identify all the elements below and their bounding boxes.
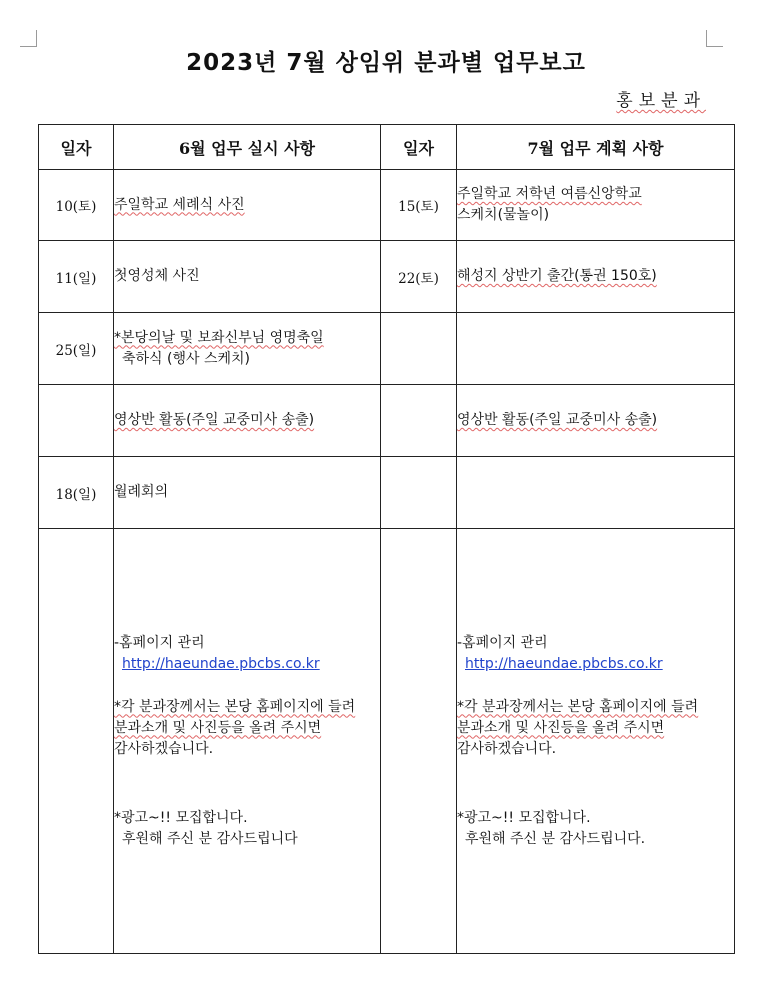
- row-july-item: [457, 241, 735, 313]
- row-date-left: 25(일): [39, 313, 114, 385]
- july-item-line2: 스케치(물놀이): [457, 207, 550, 223]
- june-item-text: 월례회의: [114, 484, 169, 500]
- homepage-label-left: -홈페이지 관리: [114, 634, 205, 651]
- row-date-right: 15(토): [381, 170, 457, 241]
- row-june-item: [114, 313, 381, 385]
- june-item-line2: 축하식 (행사 스케치): [122, 350, 251, 367]
- department-name: 홍보분과: [616, 91, 706, 111]
- row-july-item: [457, 313, 735, 385]
- notice-block-right: [457, 697, 734, 760]
- header-date-right: 일자: [381, 125, 457, 170]
- july-item-line1: 해성지 상반기 출간(통권 150호): [457, 268, 657, 284]
- june-item-text: 주일학교 세례식 사진: [114, 196, 245, 213]
- header-date-left: 일자: [39, 125, 114, 170]
- june-item-text: 영상반 활동(주일 교중미사 송출): [114, 412, 315, 428]
- ad-line1-left: *광고~!! 모집합니다.: [114, 809, 248, 826]
- row-july-item: [457, 385, 735, 457]
- row-july-item: [457, 170, 735, 241]
- homepage-link-left[interactable]: [114, 654, 380, 675]
- table-row-notices: [39, 529, 735, 954]
- row-date-left: 10(토): [39, 170, 114, 241]
- notice-cell-left: [114, 529, 381, 954]
- row-date-left: [39, 385, 114, 457]
- ad-line2-right: 후원해 주신 분 감사드립니다.: [465, 830, 646, 847]
- row-date-left: 11(일): [39, 241, 114, 313]
- row-date-left: 18(일): [39, 457, 114, 529]
- notice-line3-left: 감사하겠습니다.: [114, 740, 214, 757]
- row-july-item: [457, 457, 735, 529]
- row-june-item: [114, 241, 381, 313]
- notice-line1-left: *각 분과장께서는 본당 홈페이지에 들려: [114, 698, 356, 715]
- header-july-plans: 7월 업무 계획 사항: [457, 125, 735, 170]
- notice-line2-right: 분과소개 및 사진등을 올려 주시면: [457, 719, 665, 736]
- table-header-row: [39, 125, 735, 170]
- july-item-line1: 영상반 활동(주일 교중미사 송출): [457, 412, 658, 428]
- notice-line2-left: 분과소개 및 사진등을 올려 주시면: [114, 719, 322, 736]
- ad-block-left: [114, 808, 380, 850]
- table-row: [39, 241, 735, 313]
- row-june-item: [114, 170, 381, 241]
- homepage-label-right: -홈페이지 관리: [457, 634, 548, 651]
- table-row: [39, 313, 735, 385]
- july-item-line1: 주일학교 저학년 여름신앙학교: [457, 186, 642, 202]
- homepage-url-left[interactable]: http://haeundae.pbcbs.co.kr: [122, 655, 320, 672]
- table-row: [39, 385, 735, 457]
- table-row: [39, 170, 735, 241]
- row-june-item: [114, 457, 381, 529]
- notice-line1-right: *각 분과장께서는 본당 홈페이지에 들려: [457, 698, 699, 715]
- ad-line2-left: 후원해 주신 분 감사드립니다: [122, 830, 298, 847]
- homepage-url-right[interactable]: http://haeundae.pbcbs.co.kr: [465, 655, 663, 672]
- table-row: [39, 457, 735, 529]
- homepage-link-right[interactable]: [457, 654, 734, 675]
- row-date-right: [381, 385, 457, 457]
- row-date-right: 22(토): [381, 241, 457, 313]
- june-item-line1: *본당의날 및 보좌신부님 영명축일: [114, 329, 324, 346]
- notice-block-left: [114, 697, 380, 760]
- row-date-right: [381, 313, 457, 385]
- notice-date-left: [39, 529, 114, 954]
- ad-line1-right: *광고~!! 모집합니다.: [457, 809, 591, 826]
- document-title: 2023년 7월 상임위 분과별 업무보고: [186, 50, 586, 76]
- row-date-right: [381, 457, 457, 529]
- notice-date-right: [381, 529, 457, 954]
- ad-block-right: [457, 808, 734, 850]
- june-item-text: 첫영성체 사진: [114, 268, 200, 284]
- row-june-item: [114, 385, 381, 457]
- header-june-tasks: 6월 업무 실시 사항: [114, 125, 381, 170]
- notice-line3-right: 감사하겠습니다.: [457, 740, 557, 757]
- notice-cell-right: [457, 529, 735, 954]
- report-table: [38, 124, 735, 954]
